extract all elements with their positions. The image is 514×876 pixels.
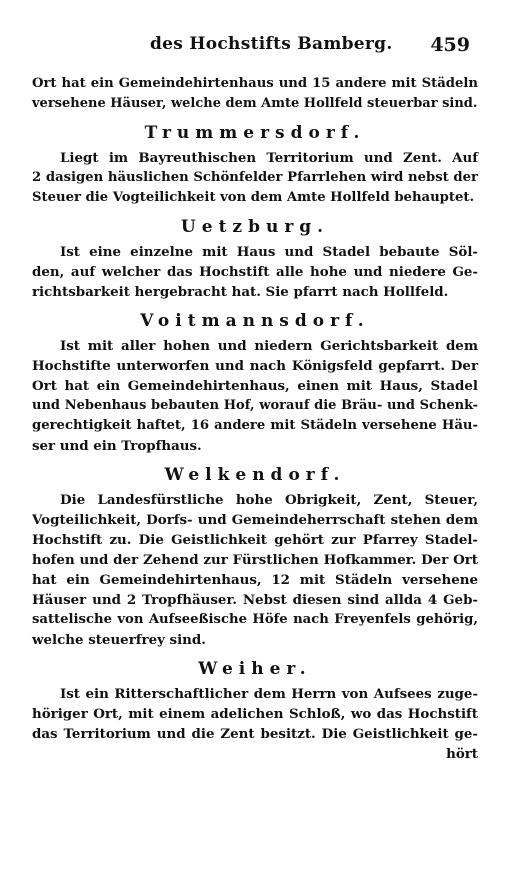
page-number: 459: [430, 34, 470, 56]
text-line: das Territorium und die Zent besitzt. Die Geistlichkeit ge-: [32, 726, 478, 742]
text-line: Hochstifte unterworfen und nach Königsfeld gepfarrt. Der: [32, 358, 478, 374]
running-title: des Hochstifts Bamberg.: [150, 34, 393, 54]
text-line: Ist eine einzelne mit Haus und Stadel bebaute Söl-: [60, 244, 478, 260]
text-line: 2 dasigen häuslichen Schönfelder Pfarrlehen wird nebst der: [32, 170, 478, 185]
catchword: hört: [446, 746, 478, 762]
text-line: Hochstift zu. Die Geistlichkeit gehört zur Pfarrey Stadel-: [32, 532, 478, 548]
section-heading-voitmannsdorf: Voitmannsdorf.: [140, 311, 370, 331]
text-line: Die Landesfürstliche hohe Obrigkeit, Zent, Steuer,: [60, 492, 478, 508]
text-line: Ist mit aller hohen und niedern Gerichtsbarkeit dem: [60, 338, 478, 354]
page-header: [0, 34, 514, 64]
text-line: Ist ein Ritterschaftlicher dem Herrn von Aufsees zuge-: [60, 686, 478, 702]
text-line: gerechtigkeit haftet, 16 andere mit Städeln versehene Häu-: [32, 418, 478, 433]
text-line: hofen und der Zehend zur Fürstlichen Hofkammer. Der Ort: [32, 552, 478, 568]
section-text-welkendorf: [32, 490, 478, 650]
text-line: Vogteilichkeit, Dorfs- und Gemeindeherrschaft stehen dem: [32, 512, 478, 528]
text-line: Ort hat ein Gemeindehirtenhaus und 15 andere mit Städeln: [32, 76, 478, 91]
text-line: höriger Ort, mit einem adelichen Schloß, wo das Hochstift: [32, 706, 478, 722]
section-heading-weiher: Weiher.: [198, 659, 312, 679]
section-text-weiher: [32, 684, 478, 744]
text-line: versehene Häuser, welche dem Amte Hollfeld steuerbar sind.: [32, 96, 478, 111]
section-heading-trummersdorf: Trummersdorf.: [144, 123, 366, 143]
text-line: Ort hat ein Gemeindehirtenhaus, einen mit Haus, Stadel: [32, 378, 478, 394]
section-text-trummersdorf: [32, 148, 478, 208]
section-heading-uetzburg: Uetzburg.: [180, 217, 330, 237]
text-line: richtsbarkeit hergebracht hat. Sie pfarrt nach Hollfeld.: [32, 284, 449, 300]
text-line: Steuer die Vogteilichkeit von dem Amte Hollfeld behauptet.: [32, 190, 475, 205]
text-line: Liegt im Bayreuthischen Territorium und Zent. Auf: [60, 150, 478, 166]
text-line: hat ein Gemeindehirtenhaus, 12 mit Städeln versehene: [32, 572, 478, 588]
section-heading-welkendorf: Welkendorf.: [164, 465, 346, 485]
section-text-uetzburg: [32, 242, 478, 302]
text-line: ser und ein Tropfhaus.: [32, 438, 202, 454]
intro-paragraph: [32, 74, 478, 114]
text-line: welche steuerfrey sind.: [32, 632, 206, 648]
text-line: den, auf welcher das Hochstift alle hohe und niedere Ge-: [32, 264, 478, 280]
text-line: sattelische von Aufseeßische Höfe nach Freyenfels gehörig,: [32, 612, 478, 627]
text-line: und Nebenhaus bebauten Hof, worauf die Bräu- und Schenk-: [32, 398, 478, 413]
text-line: Häuser und 2 Tropfhäuser. Nebst diesen sind allda 4 Geb-: [32, 592, 478, 608]
page-body: [32, 74, 478, 764]
section-text-voitmannsdorf: [32, 336, 478, 456]
